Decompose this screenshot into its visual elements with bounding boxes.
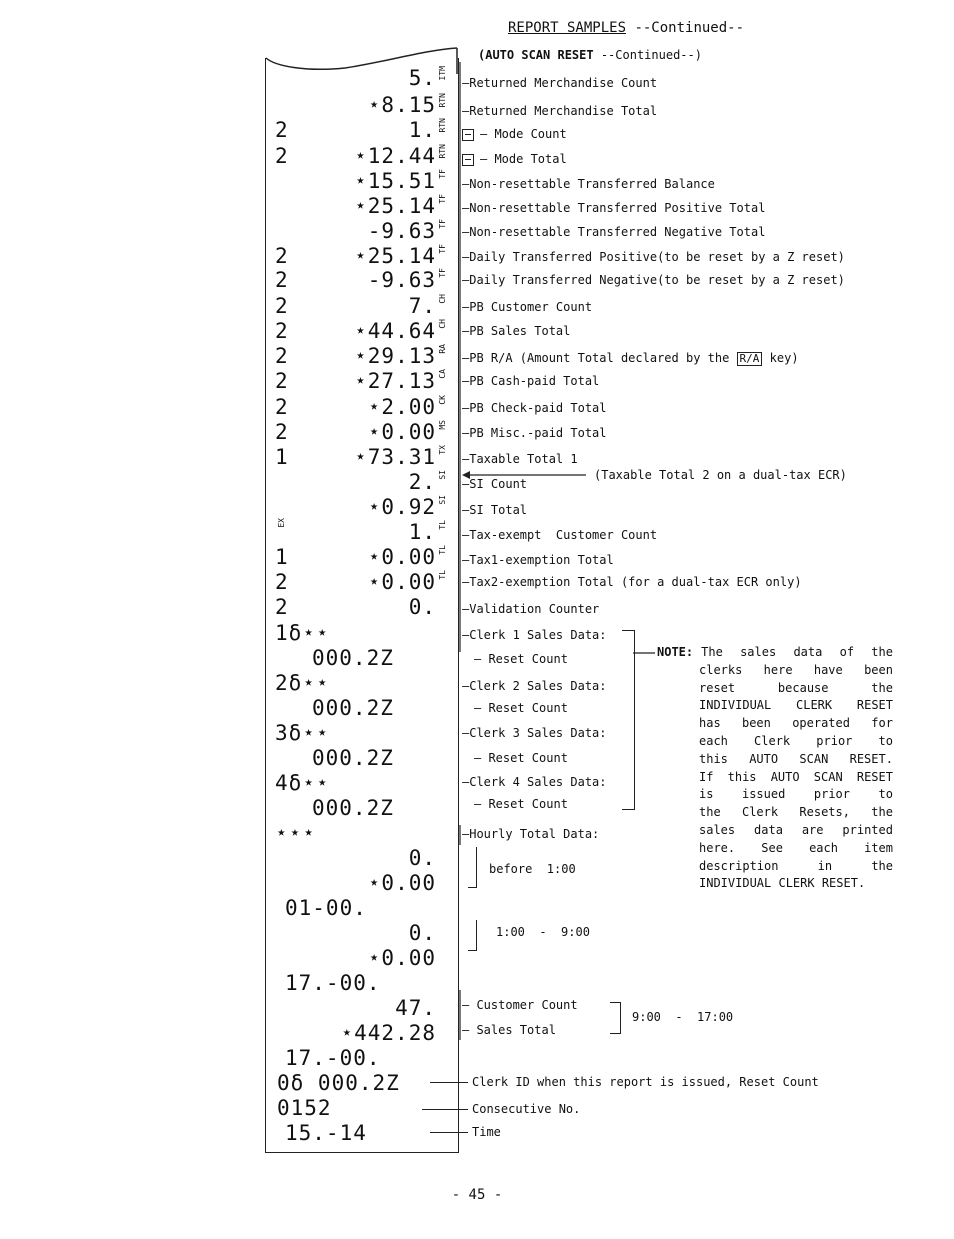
clerk2-head: 2δ⋆⋆ [275,671,330,695]
row-tag: CA [438,369,447,379]
row-value: ⋆73.31 [354,445,436,469]
desc-taxable-1: —Taxable Total 1 [462,452,578,466]
hourly3-time: 17.-00. [285,1046,381,1070]
row-left: 2 [275,570,289,594]
desc-tax-exempt-count: —Tax-exempt Customer Count [462,528,658,542]
row-left: 2 [275,369,289,393]
row-left: 2 [275,118,289,142]
desc-validation: —Validation Counter [462,602,600,616]
row-value: ⋆44.64 [354,319,436,343]
desc-clerk1: —Clerk 1 Sales Data: [462,628,607,642]
row-left: 1 [275,545,289,569]
minus-key-icon [462,154,474,166]
row-tag: CH [438,294,447,304]
desc-pb-misc: —PB Misc.-paid Total [462,426,607,440]
desc-pb-sales: —PB Sales Total [462,324,571,338]
hourly1-bracket [468,847,477,888]
clerk-bracket [622,630,635,810]
hourly2-bracket [468,920,477,951]
footer-clerk-id: 0δ 000.2Z [277,1071,400,1095]
row-tag: SI [438,470,447,480]
report-title-suffix: --Continued-- [634,20,745,36]
report-header [508,20,744,36]
row-tag: TX [438,445,447,455]
row-value: 0. [408,595,436,619]
hourly1-count: 0. [408,846,436,870]
desc-consecutive: Consecutive No. [472,1102,581,1116]
desc-rtn-total: —Returned Merchandise Total [462,104,658,118]
hourly3-bracket [610,1002,621,1034]
row-tag: RTN [438,144,447,159]
row-tag: ITM [438,66,447,81]
row-left: 2 [275,420,289,444]
clerk4-head: 4δ⋆⋆ [275,771,330,795]
clerk2-value: 000.2Z [312,696,394,720]
desc-pb-count: —PB Customer Count [462,300,593,314]
desc-hourly-range2: 9:00 - 17:00 [632,1010,734,1024]
clerk1-head: 1δ⋆⋆ [275,621,330,645]
row-tag: TF [438,244,447,254]
row-left: 2 [275,144,289,168]
row-tag: SI [438,495,447,505]
row-value: ⋆2.00 [367,395,436,419]
desc-mode-count: — Mode Count [462,127,567,141]
footer-consecutive: 0152 [277,1096,332,1120]
hourly2-time: 17.-00. [285,971,381,995]
row-left: 2 [275,294,289,318]
row-tag: RTN [438,118,447,133]
hourly1-time: 01-00. [285,896,367,920]
hourly-divider-top [458,825,464,845]
desc-clerk4: —Clerk 4 Sales Data: [462,775,607,789]
hourly2-count: 0. [408,921,436,945]
row-left: 2 [275,595,289,619]
subheader-bold: (AUTO SCAN RESET [478,48,594,62]
row-tag: TF [438,169,447,179]
row-tag: RA [438,344,447,354]
note-pointer-icon [633,650,657,656]
desc-rtn-count: —Returned Merchandise Count [462,76,658,90]
desc-nr-positive: —Non-resettable Transferred Positive Total [462,201,766,215]
row-tag: RTN [438,93,447,108]
row-value: ⋆29.13 [354,344,436,368]
ra-key-icon: R/A [737,352,763,366]
desc-nr-balance: —Non-resettable Transferred Balance [462,177,715,191]
clerk3-head: 3δ⋆⋆ [275,721,330,745]
desc-clerk2-reset: — Reset Count [474,701,568,715]
row-value: ⋆25.14 [354,244,436,268]
row-left: 2 [275,395,289,419]
desc-clerk3: —Clerk 3 Sales Data: [462,726,607,740]
desc-tax1-exemption: —Tax1-exemption Total [462,553,614,567]
desc-si-total: —SI Total [462,503,528,517]
hourly1-total: ⋆0.00 [367,871,436,895]
desc-hourly-range1: 1:00 - 9:00 [496,925,590,939]
row-value: ⋆12.44 [354,144,436,168]
row-value: 2. [408,470,436,494]
desc-time: Time [472,1125,501,1139]
clerk4-value: 000.2Z [312,796,394,820]
footer-arrow-3 [430,1132,468,1133]
clerk1-value: 000.2Z [312,646,394,670]
row-value: ⋆0.00 [367,545,436,569]
report-title: REPORT SAMPLES [508,20,627,36]
row-value: ⋆8.15 [367,93,436,117]
report-subheader [478,48,702,62]
row-tag: TL [438,570,447,580]
desc-hourly: —Hourly Total Data: [462,827,600,841]
row-value: -9.63 [367,268,436,292]
note-label: NOTE: [657,645,694,659]
row-tag: CK [438,395,447,405]
desc-clerk3-reset: — Reset Count [474,751,568,765]
row-value: ⋆0.92 [367,495,436,519]
minus-key-icon [462,129,474,141]
desc-nr-negative: —Non-resettable Transferred Negative Total [462,225,766,239]
desc-taxable-2-note: (Taxable Total 2 on a dual-tax ECR) [594,468,847,482]
desc-tax2-exemption: —Tax2-exemption Total (for a dual-tax ECR only) [462,575,802,589]
hourly3-total: ⋆442.28 [340,1021,436,1045]
desc-daily-negative: —Daily Transferred Negative(to be reset by a Z reset) [462,273,845,287]
desc-customer-count: — Customer Count [462,998,578,1012]
note-box: NOTE: The sales data of the clerks here have been reset because the INDIVIDUAL CLERK RESET has been operated for each Clerk prior to this AUTO SCAN RESET. If this AUTO SCAN RESET is issued prior to the Clerk Resets, the sales data are printed here. See each item description in the INDIVIDUAL CLERK RESET. [657,645,893,891]
row-tag: TF [438,194,447,204]
footer-time: 15.-14 [285,1121,367,1145]
row-value: 5. [408,66,436,90]
row-tag: TL [438,545,447,555]
row-left-ex: EX [277,518,286,528]
subheader-rest: --Continued--) [600,48,702,62]
desc-hourly-before: before 1:00 [489,862,576,876]
row-value: -9.63 [367,219,436,243]
row-left: 1 [275,445,289,469]
hourly2-total: ⋆0.00 [367,946,436,970]
desc-si-count: —SI Count [462,477,528,491]
desc-pb-cash: —PB Cash-paid Total [462,374,600,388]
desc-sales-total: — Sales Total [462,1023,556,1037]
row-value: ⋆15.51 [354,169,436,193]
clerk3-value: 000.2Z [312,746,394,770]
row-tag: MS [438,420,447,430]
desc-clerk1-reset: — Reset Count [474,652,568,666]
row-value: ⋆25.14 [354,194,436,218]
row-value: ⋆0.00 [367,570,436,594]
footer-arrow-1 [430,1082,468,1083]
hourly3-count: 47. [395,996,436,1020]
desc-clerk4-reset: — Reset Count [474,797,568,811]
page-number: - 45 - [451,1187,503,1203]
desc-clerk-id: Clerk ID when this report is issued, Reset Count [472,1075,819,1089]
row-left: 2 [275,268,289,292]
desc-pb-check: —PB Check-paid Total [462,401,607,415]
row-left: 2 [275,344,289,368]
desc-daily-positive: —Daily Transferred Positive(to be reset by a Z reset) [462,250,845,264]
row-tag: TL [438,520,447,530]
row-value: 1. [408,520,436,544]
row-tag: TF [438,268,447,278]
row-tag: TF [438,219,447,229]
row-tag: CH [438,319,447,329]
desc-clerk2: —Clerk 2 Sales Data: [462,679,607,693]
row-value: 1. [408,118,436,142]
row-value: ⋆0.00 [367,420,436,444]
hourly-divider [458,990,464,1040]
row-left: 2 [275,319,289,343]
row-left: 2 [275,244,289,268]
row-value: ⋆27.13 [354,369,436,393]
footer-arrow-2 [422,1109,468,1110]
desc-mode-total: — Mode Total [462,152,567,166]
row-value: 7. [408,294,436,318]
desc-pb-ra: —PB R/A (Amount Total declared by the R/A key) [462,351,799,365]
hourly-head: ⋆⋆⋆ [275,821,316,845]
